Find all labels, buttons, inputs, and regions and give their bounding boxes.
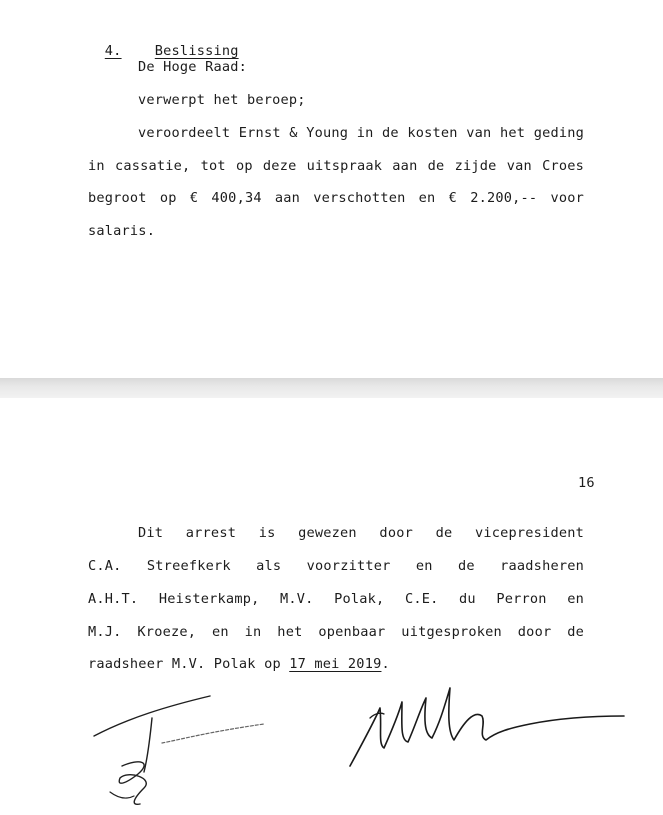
decision-reject: verwerpt het beroep; [138, 92, 306, 108]
closing-last-line [88, 655, 390, 673]
decision-costs-line: in cassatie, tot op deze uitspraak aan de zijde van Croes [88, 158, 584, 174]
decision-costs-line: veroordeelt Ernst & Young in de kosten van het geding [138, 125, 584, 141]
page-number: 16 [578, 475, 595, 491]
section-number: 4. [104, 43, 122, 59]
closing-line: C.A. Streefkerk als voorzitter en de raadsheren [88, 558, 584, 574]
section-title: Beslissing [154, 43, 239, 59]
decision-costs-line: begroot op € 400,34 aan verschotten en € 2.200,-- voor [88, 190, 584, 206]
closing-line: M.J. Kroeze, en in het openbaar uitgesproken door de [88, 624, 584, 640]
decision-costs-line: salaris. [88, 223, 156, 239]
closing-suffix: . [381, 656, 390, 672]
page-separator [0, 378, 663, 398]
court-name: De Hoge Raad: [138, 59, 247, 75]
closing-prefix: raadsheer M.V. Polak op [88, 656, 290, 672]
judgment-date: 17 mei 2019 [289, 656, 382, 672]
signature-left [88, 688, 278, 813]
signature-right [340, 678, 635, 773]
closing-line: A.H.T. Heisterkamp, M.V. Polak, C.E. du Perron en [88, 591, 584, 607]
section-heading [88, 24, 239, 60]
closing-line: Dit arrest is gewezen door de vicepresident [138, 525, 584, 541]
